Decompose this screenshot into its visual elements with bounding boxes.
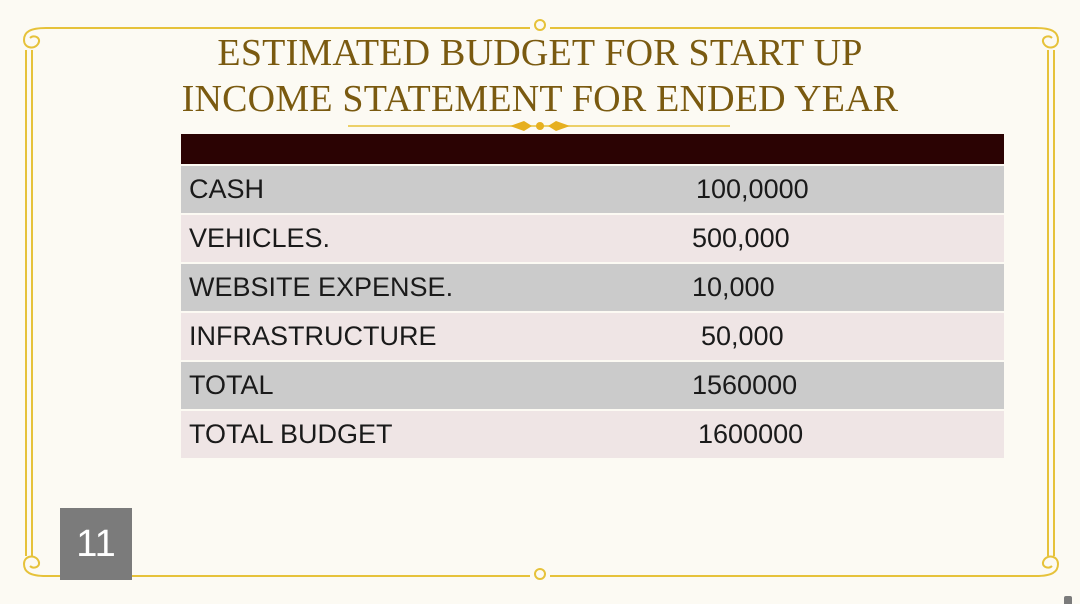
frame-top-ornament [535, 20, 545, 30]
row-label: CASH [189, 174, 265, 204]
row-value: 100,0000 [696, 174, 809, 204]
table-row [181, 166, 1004, 213]
table-row [181, 215, 1004, 262]
table-row [181, 264, 1004, 311]
row-value: 50,000 [701, 321, 784, 351]
title-line-2: INCOME STATEMENT FOR ENDED YEAR [181, 78, 899, 120]
row-label: WEBSITE EXPENSE. [189, 272, 454, 302]
budget-table [181, 134, 1004, 458]
row-label: VEHICLES. [189, 223, 331, 253]
corner-curl-br [1036, 557, 1058, 576]
corner-curl-bl [24, 557, 46, 576]
row-value: 1560000 [692, 370, 798, 400]
table-row [181, 313, 1004, 360]
row-value: 1600000 [698, 419, 804, 449]
title-divider [348, 121, 730, 131]
frame-bottom-ornament [535, 569, 545, 579]
slide-title [0, 30, 1080, 122]
scroll-indicator [1064, 596, 1072, 604]
row-value: 10,000 [692, 272, 775, 302]
title-line-1: ESTIMATED BUDGET FOR START UP [217, 32, 863, 74]
slide-number-badge: 11 [60, 508, 132, 580]
table-header-bar [181, 134, 1004, 164]
row-value: 500,000 [692, 223, 790, 253]
row-label: TOTAL [189, 370, 274, 400]
table-row [181, 411, 1004, 458]
row-label: INFRASTRUCTURE [189, 321, 437, 351]
table-row [181, 362, 1004, 409]
row-label: TOTAL BUDGET [189, 419, 393, 449]
